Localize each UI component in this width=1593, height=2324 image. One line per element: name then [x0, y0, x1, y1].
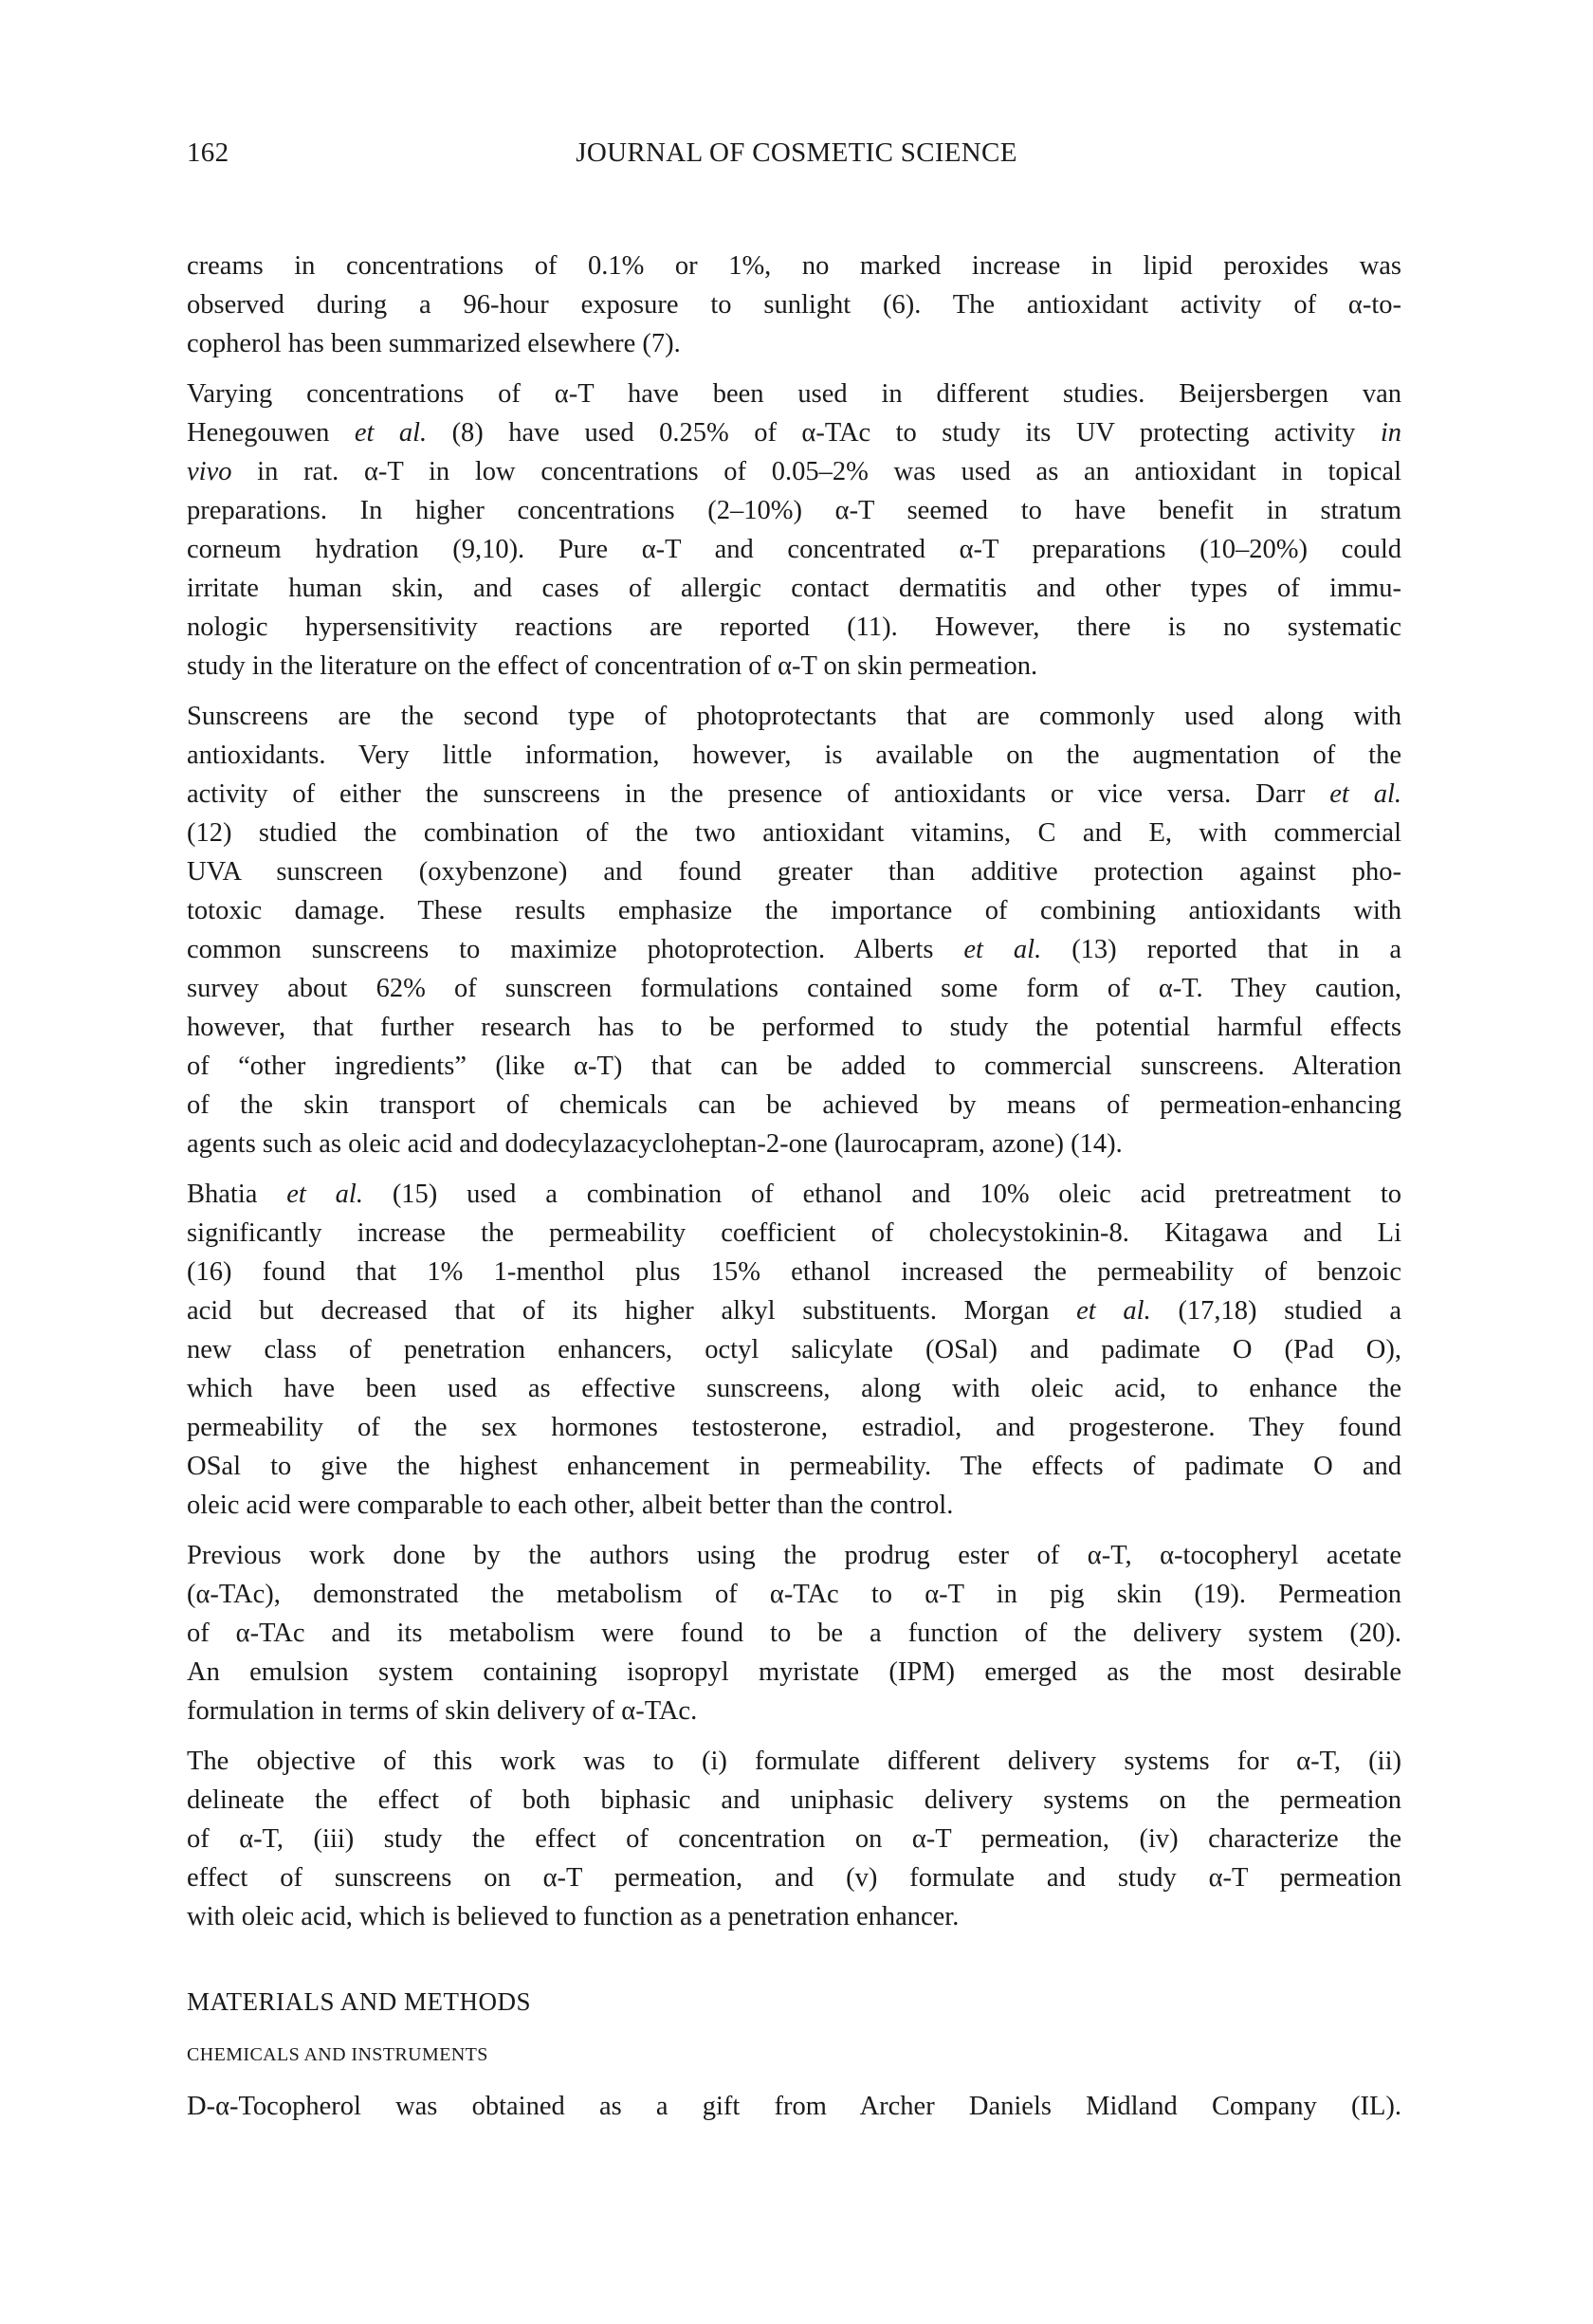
paragraph-line: however, that further research has to be performed to study the potential harmful effects [187, 1013, 1401, 1042]
paragraph-line: activity of either the sunscreens in the presence of antioxidants or vice versa. Darr et al. [187, 779, 1401, 809]
paragraph-line: (12) studied the combination of the two antioxidant vitamins, C and E, with commercial [187, 818, 1401, 848]
paragraph-line: of “other ingredients” (like α-T) that can be added to commercial sunscreens. Alteration [187, 1052, 1401, 1081]
section-heading: MATERIALS AND METHODS [187, 1987, 532, 2016]
paragraph [187, 697, 1401, 1163]
paragraph-line: acid but decreased that of its higher alkyl substituents. Morgan et al. (17,18) studied a [187, 1296, 1401, 1326]
subsection-heading: CHEMICALS AND INSTRUMENTS [187, 2044, 488, 2065]
paragraph-line: which have been used as effective sunscreens, along with oleic acid, to enhance the [187, 1374, 1401, 1403]
paragraph-line: corneum hydration (9,10). Pure α-T and concentrated α-T preparations (10–20%) could [187, 535, 1401, 564]
paragraph-line: totoxic damage. These results emphasize the importance of combining antioxidants with [187, 896, 1401, 925]
paragraph-line: D-α-Tocopherol was obtained as a gift from Archer Daniels Midland Company (IL). [187, 2092, 1401, 2121]
paragraph-line: Bhatia et al. (15) used a combination of ethanol and 10% oleic acid pretreatment to [187, 1180, 1401, 1209]
paragraph-line: survey about 62% of sunscreen formulations contained some form of α-T. They caution, [187, 974, 1401, 1003]
paragraph-line: vivo in rat. α-T in low concentrations of 0.05–2% was used as an antioxidant in topical [187, 457, 1401, 486]
paragraph-line: significantly increase the permeability coefficient of cholecystokinin-8. Kitagawa and Li [187, 1218, 1401, 1248]
paragraph [187, 247, 1401, 363]
paragraph-line: OSal to give the highest enhancement in permeability. The effects of padimate O and [187, 1452, 1401, 1481]
paragraph-line: (16) found that 1% 1-menthol plus 15% ethanol increased the permeability of benzoic [187, 1257, 1401, 1287]
paragraph-line: delineate the effect of both biphasic and uniphasic delivery systems on the permeation [187, 1785, 1401, 1815]
paragraph-line: nologic hypersensitivity reactions are reported (11). However, there is no systematic [187, 613, 1401, 642]
paragraph-line: irritate human skin, and cases of allergic contact dermatitis and other types of immu- [187, 574, 1401, 603]
paragraph-line: An emulsion system containing isopropyl myristate (IPM) emerged as the most desirable [187, 1657, 1401, 1687]
paragraph-line: agents such as oleic acid and dodecylazacycloheptan-2-one (laurocapram, azone) (14). [187, 1129, 1123, 1159]
paragraph-line: of α-TAc and its metabolism were found to be a function of the delivery system (20). [187, 1619, 1401, 1648]
paragraph-line: study in the literature on the effect of concentration of α-T on skin permeation. [187, 651, 1038, 681]
paragraph-line: Previous work done by the authors using the prodrug ester of α-T, α-tocopheryl acetate [187, 1541, 1401, 1570]
paragraph-line: oleic acid were comparable to each other, albeit better than the control. [187, 1491, 954, 1520]
paragraph-line: (α-TAc), demonstrated the metabolism of α-TAc to α-T in pig skin (19). Permeation [187, 1580, 1401, 1609]
paragraph-line: preparations. In higher concentrations (2–10%) α-T seemed to have benefit in stratum [187, 496, 1401, 525]
paragraph-line: Varying concentrations of α-T have been used in different studies. Beijersbergen van [187, 379, 1401, 409]
paragraph-line: antioxidants. Very little information, however, is available on the augmentation of the [187, 741, 1401, 770]
paragraph-line: UVA sunscreen (oxybenzone) and found greater than additive protection against pho- [187, 857, 1401, 887]
paragraph-line: of the skin transport of chemicals can be achieved by means of permeation-enhancing [187, 1090, 1401, 1120]
paragraph [187, 1536, 1401, 1730]
body-text [187, 247, 1401, 1948]
paragraph-line: of α-T, (iii) study the effect of concentration on α-T permeation, (iv) characterize the [187, 1824, 1401, 1854]
paragraph-line: The objective of this work was to (i) formulate different delivery systems for α-T, (ii) [187, 1747, 1401, 1776]
paragraph [187, 1175, 1401, 1525]
paragraph-line: common sunscreens to maximize photoprotection. Alberts et al. (13) reported that in a [187, 935, 1402, 964]
running-header: JOURNAL OF COSMETIC SCIENCE [576, 137, 1017, 168]
paragraph-line: Sunscreens are the second type of photoprotectants that are commonly used along with [187, 702, 1401, 731]
paragraph [187, 375, 1401, 686]
paragraph-line: permeability of the sex hormones testosterone, estradiol, and progesterone. They found [187, 1413, 1401, 1442]
paragraph-line: Henegouwen et al. (8) have used 0.25% of α-TAc to study its UV protecting activity in [187, 418, 1401, 448]
paragraph-line: with oleic acid, which is believed to function as a penetration enhancer. [187, 1902, 960, 1931]
paragraph-line: creams in concentrations of 0.1% or 1%, no marked increase in lipid peroxides was [187, 251, 1401, 281]
paragraph-line: observed during a 96-hour exposure to sunlight (6). The antioxidant activity of α-to- [187, 290, 1401, 320]
page-number: 162 [187, 137, 229, 168]
paragraph [187, 1742, 1401, 1936]
paragraph-line: new class of penetration enhancers, octyl salicylate (OSal) and padimate O (Pad O), [187, 1335, 1401, 1364]
paragraph-line: effect of sunscreens on α-T permeation, and (v) formulate and study α-T permeation [187, 1863, 1401, 1893]
paragraph-line: copherol has been summarized elsewhere (7). [187, 329, 681, 358]
paragraph-line: formulation in terms of skin delivery of α-TAc. [187, 1696, 698, 1726]
